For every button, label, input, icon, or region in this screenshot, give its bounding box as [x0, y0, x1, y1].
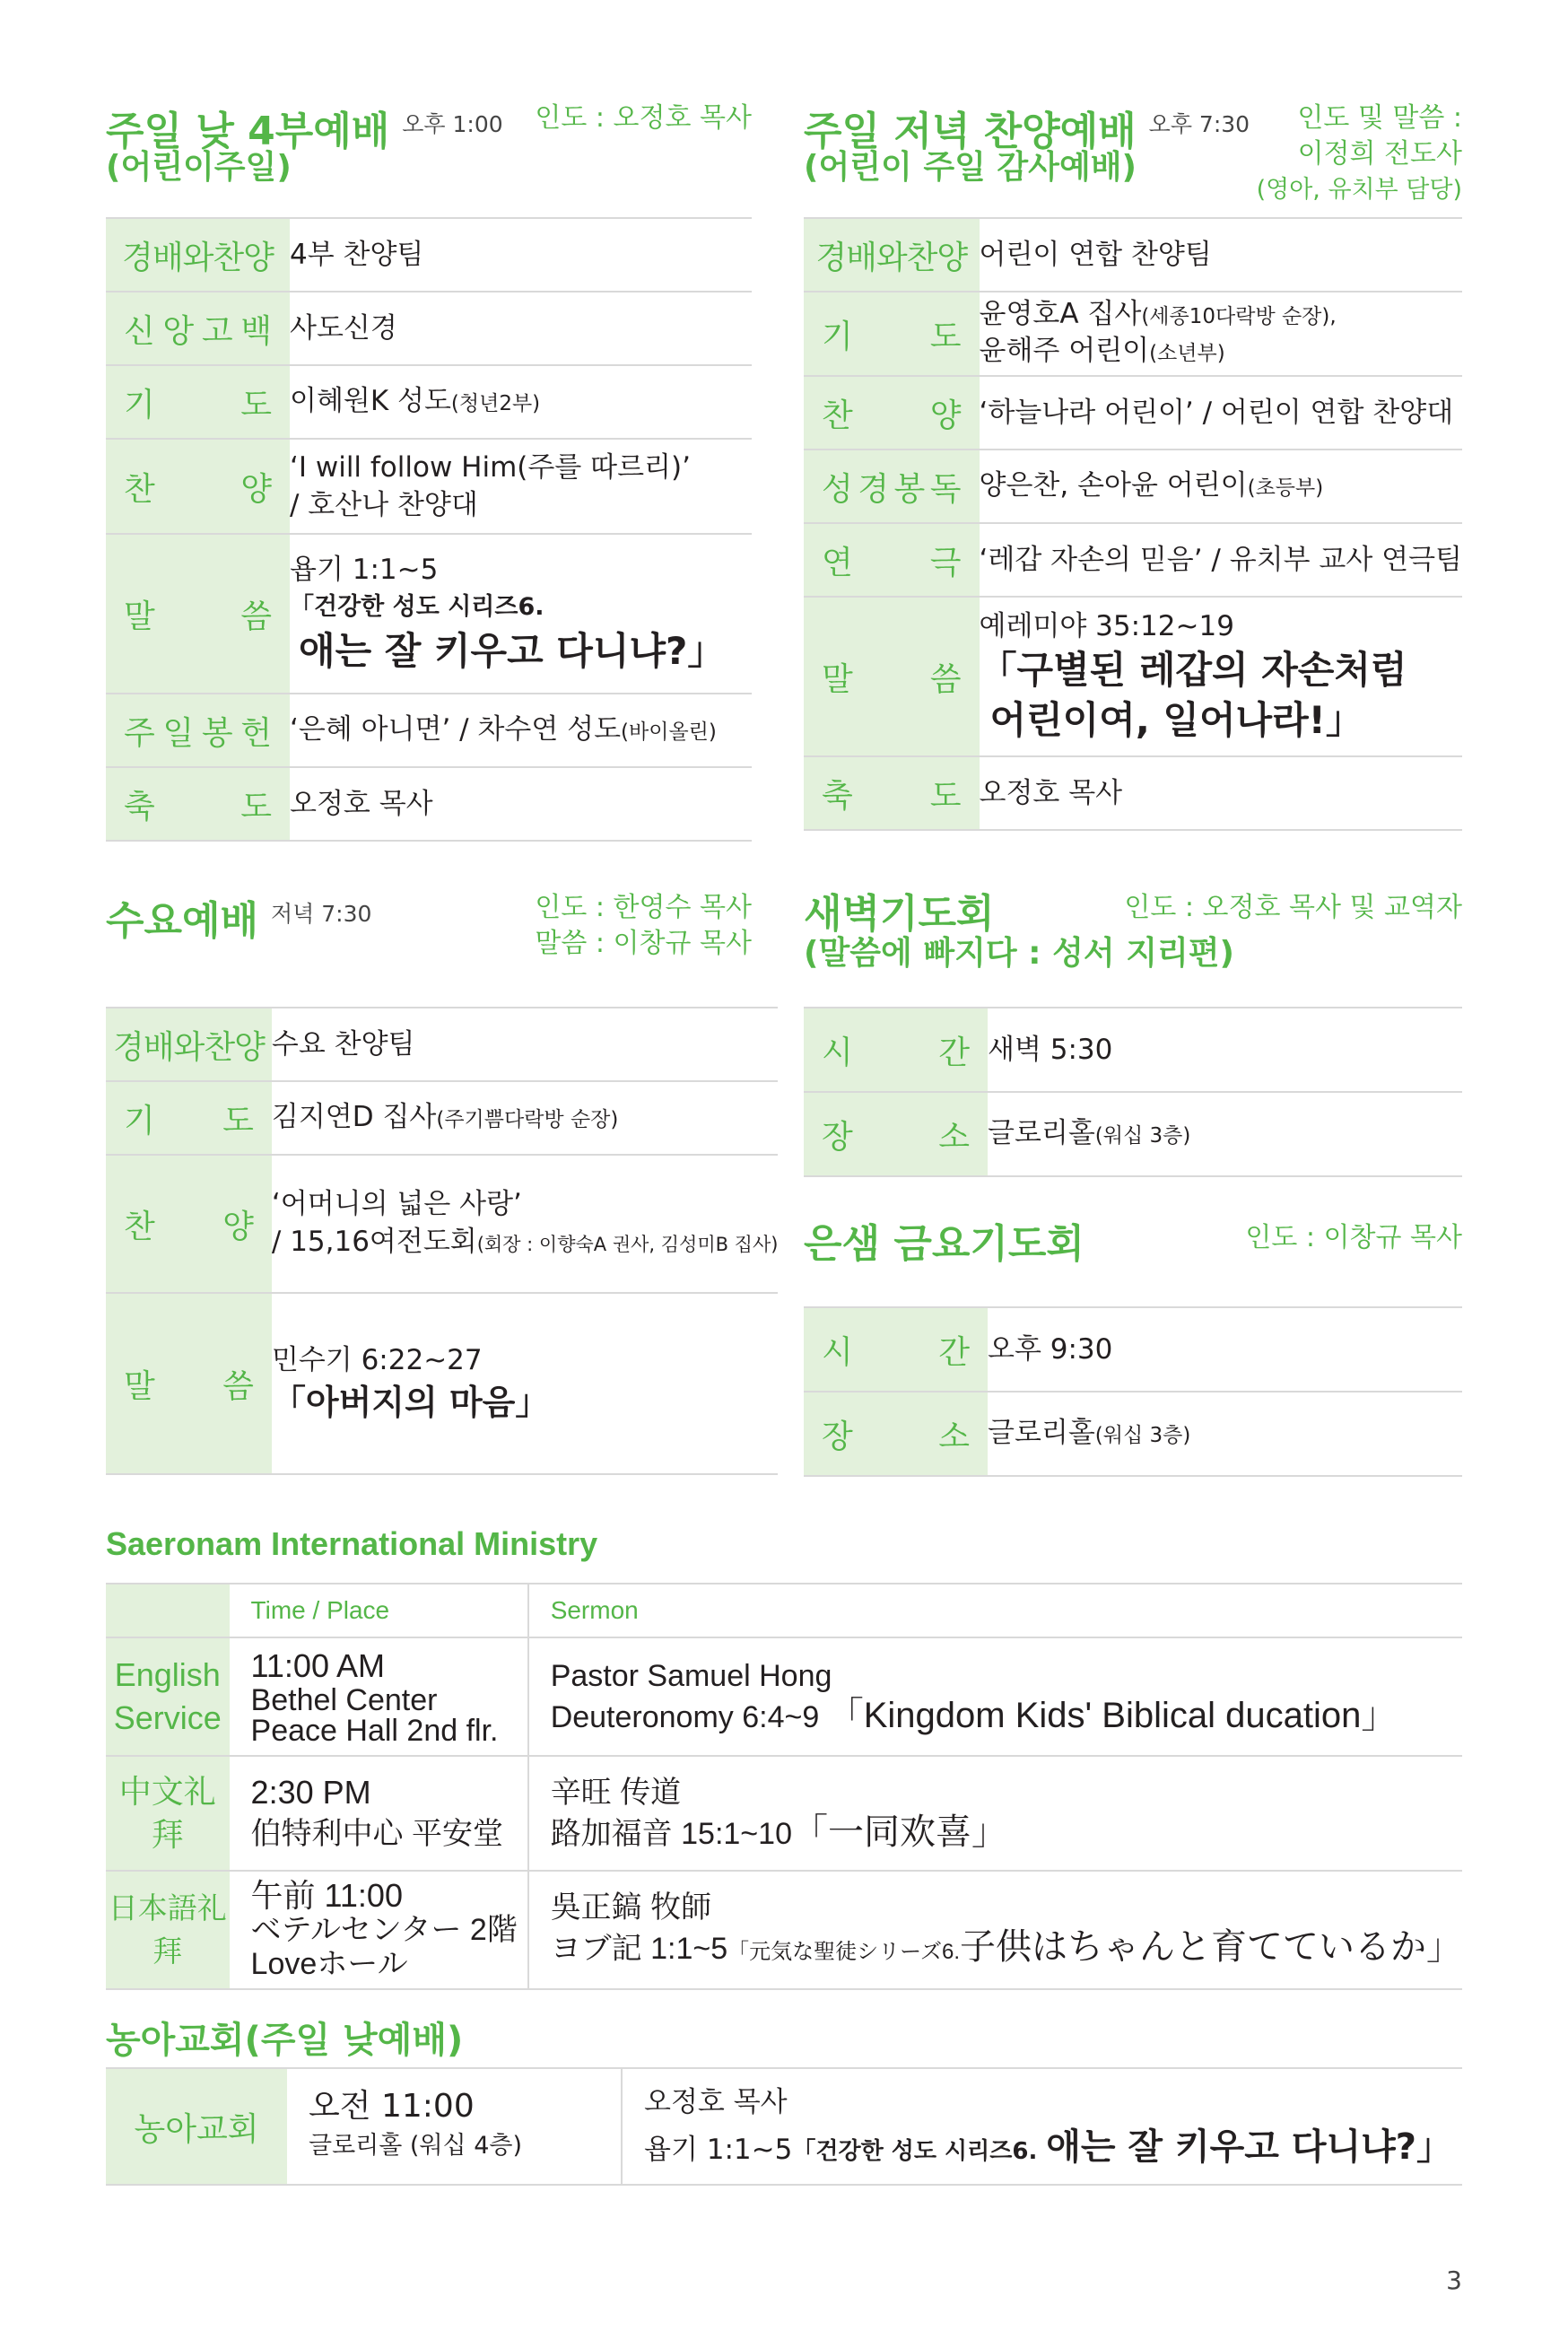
table-row [804, 376, 1462, 450]
english-service-label: English Service [106, 1637, 230, 1756]
evening-time: 오후 7:30 [1148, 111, 1250, 137]
table-row [106, 694, 752, 767]
table-row [106, 2068, 1462, 2185]
row-label: 시 간 [804, 1008, 988, 1092]
row-value: 민수기 6:22~27 「아버지의 마음」 [272, 1293, 779, 1474]
table-row [106, 218, 752, 292]
row-label: 경배와찬양 [106, 1008, 272, 1081]
row-value: 오정호 목사 [980, 756, 1462, 830]
table-row [804, 1307, 1462, 1392]
row-value: 윤영호A 집사(세종10다락방 순장), 윤해주 어린이(소년부) [980, 292, 1462, 376]
evening-table [804, 217, 1462, 831]
row-label: 말 씀 [106, 534, 290, 694]
row-label: 경배와찬양 [804, 218, 980, 292]
sunday4-table [106, 217, 752, 842]
sunday4-section [106, 100, 752, 842]
table-row [106, 292, 752, 365]
row-value: ‘은혜 아니면’ / 차수연 성도(바이올린) [290, 694, 752, 767]
row-value: 오정호 목사 [290, 767, 752, 841]
english-sermon: Pastor Samuel Hong Deuteronomy 6:4~9 「Kingdom Kids' Biblical ducation」 [528, 1637, 1462, 1756]
japanese-time-place: 午前 11:00 ベテルセンター 2階 Loveホール [230, 1871, 528, 1989]
sunday4-title: 주일 낮 4부예배 $^{오후 1:00}$ [106, 109, 503, 154]
row-label: 찬 양 [106, 439, 290, 534]
intl-title: Saeronam International Ministry [106, 1525, 598, 1562]
row-label: 찬 양 [106, 1155, 272, 1293]
row-value: 글로리홀(워십 3층) [988, 1092, 1462, 1176]
japanese-service-label: 日本語礼拜 [106, 1871, 230, 1989]
dawn-title: 새벽기도회 [804, 891, 995, 937]
row-label: 찬 양 [804, 376, 980, 450]
friday-table [804, 1306, 1462, 1477]
row-label: 기 도 [106, 1081, 272, 1155]
row-label: 경배와찬양 [106, 218, 290, 292]
dawn-table [804, 1007, 1462, 1177]
table-row [804, 597, 1462, 756]
row-value: 오후 9:30 [988, 1307, 1462, 1392]
table-row [804, 523, 1462, 597]
row-value: 예레미야 35:12~19 「구별된 레갑의 자손처럼 어린이여, 일어나라!」 [980, 597, 1462, 756]
row-label: 장 소 [804, 1092, 988, 1176]
intl-table [106, 1583, 1462, 1990]
table-row [804, 1008, 1462, 1092]
evening-subtitle: (어린이 주일 감사예배) [804, 149, 1137, 186]
dawn-section [804, 890, 1462, 1177]
table-row [804, 218, 1462, 292]
row-value: 이혜원K 성도(청년2부) [290, 365, 752, 439]
dawn-header [804, 890, 1462, 1007]
table-row [106, 534, 752, 694]
table-row [106, 1871, 1462, 1989]
table-row [106, 439, 752, 534]
wednesday-table [106, 1007, 778, 1475]
chinese-service-label: 中文礼拜 [106, 1756, 230, 1871]
row-value: 욥기 1:1~5 「건강한 성도 시리즈6. 애는 잘 키우고 다니냐?」 [290, 534, 752, 694]
row-label: 시 간 [804, 1307, 988, 1392]
row-value: 수요 찬양팀 [272, 1008, 779, 1081]
english-time-place: 11:00 AM Bethel Center Peace Hall 2nd flr. [230, 1637, 528, 1756]
row-value: 김지연D 집사(주기쁨다락방 순장) [272, 1081, 779, 1155]
chinese-time-place: 2:30 PM 伯特利中心 平安堂 [230, 1756, 528, 1871]
row-value: 4부 찬양팀 [290, 218, 752, 292]
header-empty [106, 1584, 230, 1637]
nong-sermon: 오정호 목사 욥기 1:1~5「건강한 성도 시리즈6. 애는 잘 키우고 다니냐?」 [622, 2068, 1462, 2185]
row-value: 새벽 5:30 [988, 1008, 1462, 1092]
table-row [106, 767, 752, 841]
row-value: ‘하늘나라 어린이’ / 어린이 연합 찬양대 [980, 376, 1462, 450]
nong-title: 농아교회(주일 낮예배) [106, 2020, 464, 2061]
page-number: 3 [1446, 2266, 1462, 2295]
row-value: ‘어머니의 넓은 사랑’ / 15,16여전도회(회장 : 이향숙A 권사, 김성미B 집사) [272, 1155, 779, 1293]
nong-table [106, 2067, 1462, 2186]
table-row [106, 1081, 778, 1155]
friday-header [804, 1220, 1462, 1306]
row-label: 기 도 [804, 292, 980, 376]
evening-header [804, 100, 1462, 226]
row-label: 말 씀 [106, 1293, 272, 1474]
wednesday-header [106, 890, 752, 1007]
table-row [804, 450, 1462, 523]
row-label: 신 앙 고 백 [106, 292, 290, 365]
row-label: 기 도 [106, 365, 290, 439]
table-row [804, 292, 1462, 376]
sunday4-time: 오후 1:00 [402, 111, 503, 137]
table-row [804, 1092, 1462, 1176]
table-row [804, 1392, 1462, 1476]
dawn-subtitle: (말씀에 빠지다 : 성서 지리편) [804, 935, 1234, 972]
table-row [106, 1155, 778, 1293]
table-row [106, 1637, 1462, 1756]
row-value: 양은찬, 손아윤 어린이(초등부) [980, 450, 1462, 523]
sunday4-leader: 인도 : 오정호 목사 [535, 102, 752, 134]
japanese-sermon: 吳正鎬 牧師 ヨブ記 1:1~5「元気な聖徒シリーズ6.子供はちゃんと育てているか」 [528, 1871, 1462, 1989]
friday-title: 은샘 금요기도회 [804, 1221, 1085, 1267]
row-value: 사도신경 [290, 292, 752, 365]
row-value: 글로리홀(워십 3층) [988, 1392, 1462, 1476]
wednesday-title: 수요예배 $^{저녁 7:30}$ [106, 898, 372, 944]
row-value: ‘레갑 자손의 믿음’ / 유치부 교사 연극팀 [980, 523, 1462, 597]
header-sermon: Sermon [528, 1584, 1462, 1637]
table-row [106, 1293, 778, 1474]
evening-title: 주일 저녁 찬양예배 $^{오후 7:30}$ [804, 109, 1250, 154]
table-row [804, 756, 1462, 830]
friday-leader: 인도 : 이창규 목사 [1245, 1222, 1462, 1253]
wednesday-section [106, 890, 779, 1475]
sunday4-subtitle: (어린이주일) [106, 149, 292, 186]
row-value: ‘I will follow Him(주를 따르리)’ / 호산나 찬양대 [290, 439, 752, 534]
table-row [106, 1008, 778, 1081]
row-value: 어린이 연합 찬양팀 [980, 218, 1462, 292]
row-label: 주 일 봉 헌 [106, 694, 290, 767]
wednesday-leader: 인도 : 한영수 목사 말씀 : 이창규 목사 [535, 892, 752, 959]
row-label: 성 경 봉 독 [804, 450, 980, 523]
header-time-place: Time / Place [230, 1584, 528, 1637]
nong-label: 농아교회 [106, 2068, 287, 2185]
nong-time-place: 오전 11:00 글로리홀 (워십 4층) [287, 2068, 622, 2185]
friday-section [804, 1220, 1462, 1477]
row-label: 연 극 [804, 523, 980, 597]
sunday4-header [106, 100, 752, 226]
row-label: 말 씀 [804, 597, 980, 756]
table-row [106, 365, 752, 439]
wednesday-time: 저녁 7:30 [271, 901, 372, 927]
dawn-leader: 인도 : 오정호 목사 및 교역자 [1124, 892, 1462, 923]
table-header-row [106, 1584, 1462, 1637]
row-label: 축 도 [804, 756, 980, 830]
evening-section [804, 100, 1462, 831]
table-row [106, 1756, 1462, 1871]
evening-leader: 인도 및 말씀 : 이정희 전도사 (영아, 유치부 담당) [1256, 102, 1462, 204]
row-label: 축 도 [106, 767, 290, 841]
chinese-sermon: 辛旺 传道 路加福音 15:1~10「一同欢喜」 [528, 1756, 1462, 1871]
row-label: 장 소 [804, 1392, 988, 1476]
